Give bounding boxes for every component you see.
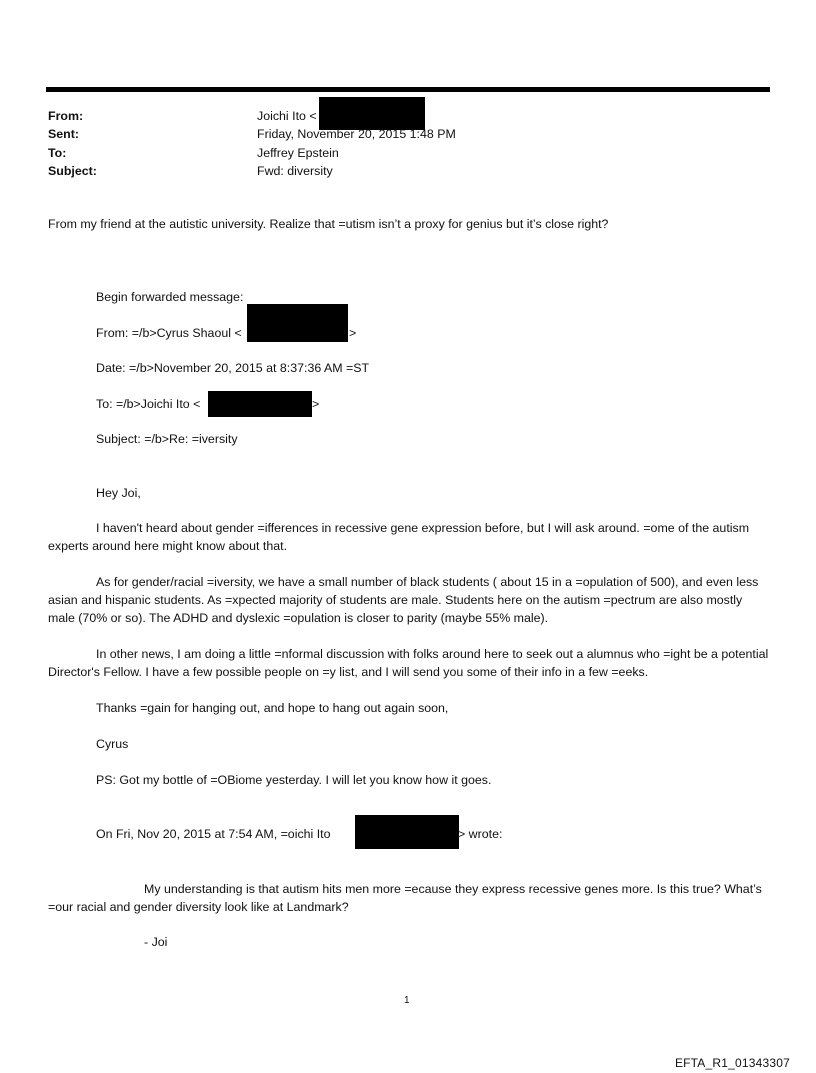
to-value: Jeffrey Epstein: [257, 146, 339, 160]
forward-date: Date: =/b>November 20, 2015 at 8:37:36 AM =ST: [96, 361, 370, 375]
sent-label: Sent:: [48, 127, 79, 141]
redaction-box: [247, 304, 348, 342]
thanks-line: Thanks =gain for hanging out, and hope to hang out again soon,: [96, 701, 449, 715]
to-label: To:: [48, 146, 67, 160]
on-date-wrote: > wrote:: [458, 827, 503, 841]
forward-from-close: >: [349, 326, 357, 340]
quoted-signature: - Joi: [144, 935, 168, 949]
page-number: 1: [404, 995, 410, 1006]
forward-to-text: To: =/b>Joichi Ito: [96, 397, 190, 411]
sent-value: Friday, November 20, 2015 1:48 PM: [257, 127, 456, 141]
paragraph-2: As for gender/racial =iversity, we have a small number of black students ( about 15 in a =opulation of 500), and even less asian and hispanic students. As =xpected majority of students are male. Students here on the autism =pectrum are also mostly male (70% or so). The ADHD and dyslexic =opulation is closer to parity (maybe 55% male).: [48, 575, 759, 625]
ps-line: PS: Got my bottle of =OBiome yesterday. I will let you know how it goes.: [96, 773, 492, 787]
forward-to-close: >: [312, 397, 320, 411]
signoff: Cyrus: [96, 737, 129, 751]
from-label: From:: [48, 109, 84, 123]
on-date-line: On Fri, Nov 20, 2015 at 7:54 AM, =oichi Ito: [96, 827, 331, 841]
bates-number: EFTA_R1_01343307: [674, 1056, 790, 1070]
forward-begin: Begin forwarded message:: [96, 290, 244, 304]
greeting: Hey Joi,: [96, 486, 141, 500]
forward-from-open: <: [234, 326, 242, 340]
forward-subject: Subject: =/b>Re: =iversity: [96, 432, 238, 446]
forward-to: [96, 396, 200, 412]
subject-label: Subject:: [48, 164, 97, 178]
intro-text: From my friend at the autistic university. Realize that =utism isn’t a proxy for genius but it’s close right?: [48, 217, 609, 231]
paragraph-3: In other news, I am doing a little =nformal discussion with folks around here to seek out a alumnus who =ight be a potential Director's Fellow. I have a few possible people on =y list, and I will send you some of their info in a few =eeks.: [48, 647, 769, 679]
forward-from-text: From: =/b>Cyrus Shaoul: [96, 326, 231, 340]
forward-to-open: <: [193, 397, 201, 411]
quoted-message: My understanding is that autism hits men more =ecause they express recessive genes more. Is this true? What’s =our racial and gender diversity look like at Landmark?: [48, 882, 762, 914]
redaction-box: [208, 391, 312, 417]
forward-from: [96, 325, 242, 341]
paragraph-1: I haven't heard about gender =ifferences in recessive gene expression before, but I will ask around. =ome of the autism experts around here might know about that.: [48, 521, 750, 553]
subject-value: Fwd: diversity: [257, 164, 333, 178]
from-value: Joichi Ito <: [257, 109, 317, 123]
header-rule: [46, 87, 770, 92]
redaction-box: [355, 815, 459, 849]
